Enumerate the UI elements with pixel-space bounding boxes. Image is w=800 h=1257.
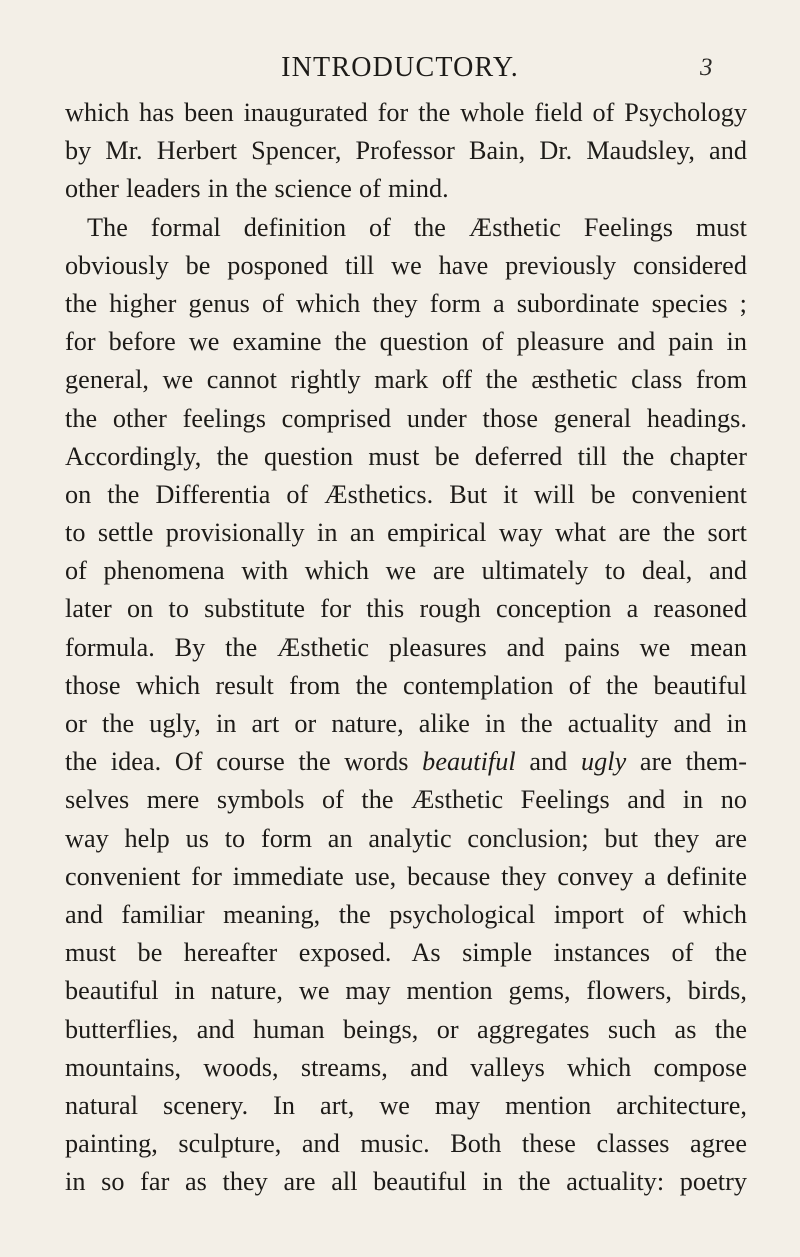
text-line: Accordingly, the question must be deferred till the chapter <box>65 441 747 471</box>
text-line: general, we cannot rightly mark off the æsthetic class from <box>65 365 747 395</box>
text-line: which has been inaugurated for the whole field of Psychology <box>65 98 747 127</box>
text-line: of phenomena with which we are ultimately to deal, and <box>65 556 747 586</box>
text-line: convenient for immediate use, because they convey a definite <box>65 861 747 891</box>
text-line: and familiar meaning, the psychological import of which <box>65 899 747 929</box>
text-line: the higher genus of which they form a subordinate species ; <box>65 288 747 318</box>
text-line: by Mr. Herbert Spencer, Professor Bain, Dr. Maudsley, and <box>65 136 747 166</box>
text-line: natural scenery. In art, we may mention architecture, <box>65 1090 747 1120</box>
body-text <box>65 94 747 1201</box>
text-line: the other feelings comprised under those general headings. <box>65 403 747 433</box>
page-number: 3 <box>700 54 713 81</box>
text-line: selves mere symbols of the Æsthetic Feelings and in no <box>65 785 747 815</box>
text-line: formula. By the Æsthetic pleasures and pains we mean <box>65 632 747 662</box>
text-line: painting, sculpture, and music. Both these classes agree <box>65 1129 747 1159</box>
text-line: butterflies, and human beings, or aggregates such as the <box>65 1014 747 1044</box>
text-line: The formal definition of the Æsthetic Feelings must <box>87 212 747 242</box>
text-line: on the Differentia of Æsthetics. But it will be convenient <box>65 479 747 509</box>
text-line: in so far as they are all beautiful in the actuality: poetry <box>65 1167 747 1197</box>
text-line: those which result from the contemplation of the beautiful <box>65 670 747 700</box>
italic-word: beautiful <box>422 747 516 777</box>
text-line: way help us to form an analytic conclusion; but they are <box>65 823 747 853</box>
text-line: beautiful in nature, we may mention gems, flowers, birds, <box>65 976 747 1006</box>
text-line: later on to substitute for this rough conception a reasoned <box>65 594 747 624</box>
text-line-with-italics <box>65 743 747 781</box>
running-title: INTRODUCTORY. <box>281 52 519 83</box>
text-line: for before we examine the question of pleasure and pain in <box>65 327 747 357</box>
text-line: or the ugly, in art or nature, alike in the actuality and in <box>65 709 747 738</box>
text-line: to settle provisionally in an empirical way what are the sort <box>65 518 747 548</box>
text-fragment: and <box>515 747 581 777</box>
text-line-start: the idea. Of course the words <box>65 747 409 777</box>
text-fragment: are them- <box>626 747 747 777</box>
text-line: must be hereafter exposed. As simple instances of the <box>65 938 747 968</box>
text-line: other leaders in the science of mind. <box>65 174 449 204</box>
text-line: obviously be posponed till we have previously considered <box>65 250 747 280</box>
text-line: mountains, woods, streams, and valleys which compose <box>65 1052 747 1082</box>
italic-word: ugly <box>580 747 627 777</box>
running-head <box>0 50 800 86</box>
